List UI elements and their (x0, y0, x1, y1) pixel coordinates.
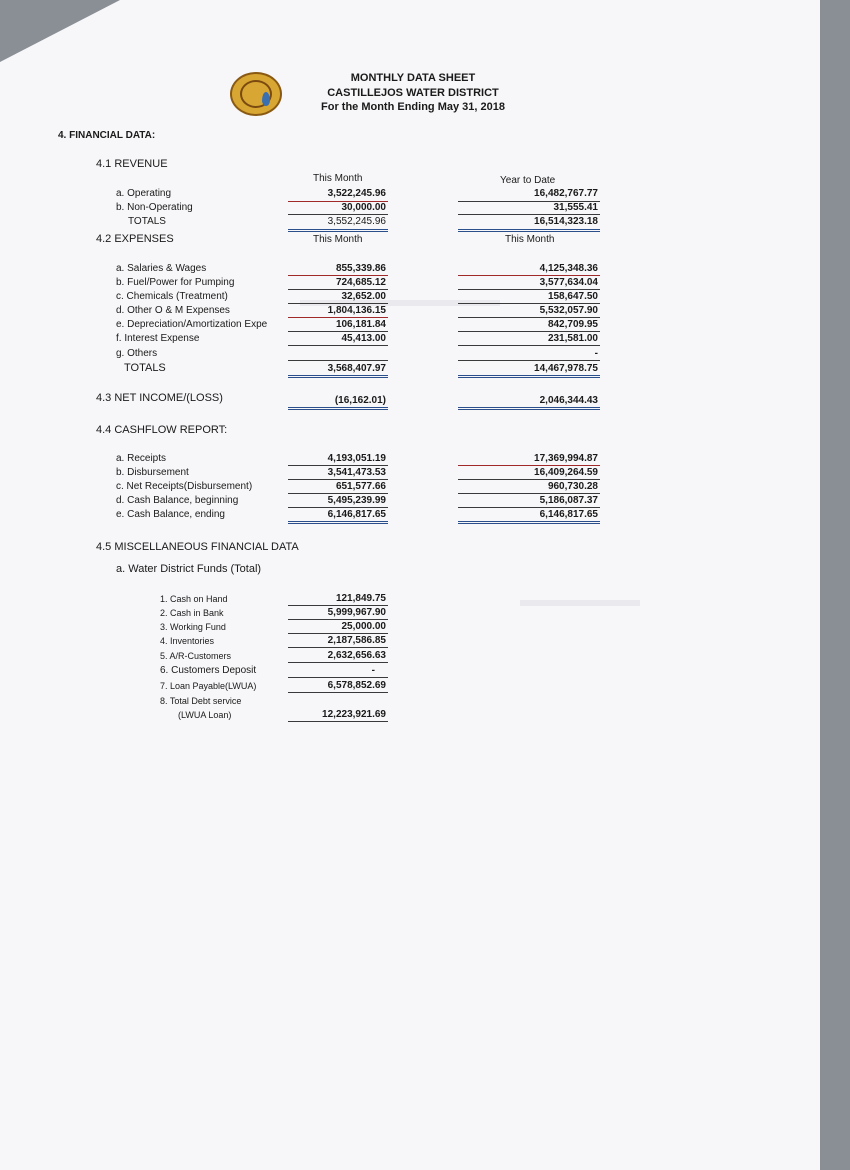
rule (288, 605, 388, 606)
rule (458, 289, 600, 290)
rule (288, 345, 388, 346)
fund-label: 4. Inventories (160, 636, 215, 646)
fund-value: 121,849.75 (335, 593, 386, 604)
net-income-heading: 4.3 NET INCOME/(LOSS) (96, 392, 223, 404)
expense-ytd: 158,647.50 (547, 291, 598, 302)
cashflow-label: a. Receipts (116, 453, 167, 464)
rule (288, 317, 388, 318)
rule (288, 465, 388, 466)
rule (288, 214, 388, 215)
cashflow-month: 5,495,239.99 (327, 495, 386, 506)
fund-value: - (371, 665, 375, 676)
rule (458, 479, 600, 480)
expense-label: d. Other O & M Expenses (116, 305, 230, 316)
rule (288, 633, 388, 634)
expense-ytd: 5,532,057.90 (539, 305, 598, 316)
net-income-month: (16,162.01) (334, 395, 386, 406)
expense-month: 724,685.12 (335, 277, 386, 288)
rule (288, 331, 388, 332)
expense-ytd: - (594, 348, 598, 359)
revenue-totals-label: TOTALS (128, 216, 166, 227)
rule (288, 289, 388, 290)
expenses-totals-label: TOTALS (124, 362, 166, 374)
fund-label: 5. A/R-Customers (160, 651, 232, 661)
rule (458, 493, 600, 494)
revenue-label: b. Non-Operating (116, 202, 193, 213)
this-month-header: This Month (313, 173, 363, 184)
rule (288, 303, 388, 304)
district-name: CASTILLEJOS WATER DISTRICT (327, 87, 499, 99)
double-rule (288, 407, 388, 410)
rule (458, 507, 600, 508)
revenue-totals-month: 3,552,245.96 (327, 216, 386, 227)
double-rule (288, 229, 388, 232)
revenue-heading: 4.1 REVENUE (96, 158, 168, 170)
year-to-date-header: Year to Date (500, 175, 556, 186)
rule (288, 647, 388, 648)
expense-label: g. Others (116, 348, 158, 359)
expense-ytd: 231,581.00 (547, 333, 598, 344)
rule (288, 677, 388, 678)
fund-value: 6,578,852.69 (327, 680, 386, 691)
rule (458, 317, 600, 318)
rule (288, 493, 388, 494)
expense-ytd: 842,709.95 (547, 319, 598, 330)
cashflow-label: c. Net Receipts(Disbursement) (116, 481, 253, 492)
cashflow-heading: 4.4 CASHFLOW REPORT: (96, 424, 228, 436)
district-seal-logo (230, 72, 282, 116)
rule (288, 507, 388, 508)
cashflow-label: d. Cash Balance, beginning (116, 495, 239, 506)
period-title: For the Month Ending May 31, 2018 (321, 101, 505, 113)
fund-value: 12,223,921.69 (322, 709, 386, 720)
water-district-funds-label: a. Water District Funds (Total) (116, 563, 262, 575)
this-month-header-2: This Month (505, 234, 555, 245)
rule (288, 479, 388, 480)
revenue-label: a. Operating (116, 188, 172, 199)
financial-data-heading: 4. FINANCIAL DATA: (58, 130, 156, 141)
cashflow-month: 6,146,817.65 (327, 509, 386, 520)
expense-label: b. Fuel/Power for Pumping (116, 277, 235, 288)
expense-month: 45,413.00 (341, 333, 386, 344)
revenue-ytd: 31,555.41 (553, 202, 598, 213)
expense-label: c. Chemicals (Treatment) (116, 291, 228, 302)
rule (288, 275, 388, 276)
rule (288, 619, 388, 620)
double-rule (458, 521, 600, 524)
expenses-totals-ytd: 14,467,978.75 (534, 363, 598, 374)
revenue-month: 3,522,245.96 (327, 188, 386, 199)
misc-heading: 4.5 MISCELLANEOUS FINANCIAL DATA (96, 541, 299, 553)
rule (288, 692, 388, 693)
cashflow-ytd: 6,146,817.65 (539, 509, 598, 520)
fund-label: 1. Cash on Hand (160, 594, 228, 604)
cashflow-ytd: 5,186,087.37 (539, 495, 598, 506)
expense-label: a. Salaries & Wages (116, 263, 207, 274)
expense-month: 106,181.84 (335, 319, 386, 330)
fund-label: 2. Cash in Bank (160, 608, 224, 618)
revenue-month: 30,000.00 (341, 202, 386, 213)
rule (288, 662, 388, 663)
net-income-ytd: 2,046,344.43 (539, 395, 598, 406)
rule (288, 721, 388, 722)
expense-label: e. Depreciation/Amortization Expe (116, 319, 268, 330)
revenue-ytd: 16,482,767.77 (534, 188, 598, 199)
expenses-totals-month: 3,568,407.97 (327, 363, 386, 374)
revenue-totals-ytd: 16,514,323.18 (534, 216, 598, 227)
expense-label: f. Interest Expense (116, 333, 200, 344)
cashflow-label: e. Cash Balance, ending (116, 509, 225, 520)
double-rule (458, 375, 600, 378)
rule (458, 303, 600, 304)
cashflow-ytd: 960,730.28 (547, 481, 598, 492)
cashflow-month: 4,193,051.19 (327, 453, 386, 464)
rule (458, 275, 600, 276)
fund-value: 5,999,967.90 (327, 607, 386, 618)
fund-label: 3. Working Fund (160, 622, 226, 632)
fund-label: 8. Total Debt service (160, 696, 242, 706)
rule (458, 360, 600, 361)
rule (458, 465, 600, 466)
rule (458, 345, 600, 346)
rule (458, 331, 600, 332)
fund-value: 2,632,656.63 (327, 650, 386, 661)
cashflow-label: b. Disbursement (116, 467, 189, 478)
rule (288, 360, 388, 361)
double-rule (288, 375, 388, 378)
sheet-title: MONTHLY DATA SHEET (350, 72, 476, 84)
fund-label: (LWUA Loan) (178, 710, 232, 720)
fund-value: 2,187,586.85 (327, 635, 386, 646)
expense-ytd: 3,577,634.04 (539, 277, 598, 288)
double-rule (288, 521, 388, 524)
expenses-heading: 4.2 EXPENSES (96, 233, 174, 245)
cashflow-ytd: 17,369,994.87 (534, 453, 598, 464)
expense-month: 32,652.00 (341, 291, 386, 302)
cashflow-month: 3,541,473.53 (327, 467, 386, 478)
expense-ytd: 4,125,348.36 (539, 263, 598, 274)
fund-label: 7. Loan Payable(LWUA) (160, 681, 257, 691)
double-rule (458, 229, 600, 232)
cashflow-ytd: 16,409,264.59 (534, 467, 598, 478)
show-through-mark (520, 600, 640, 606)
this-month-header: This Month (313, 234, 363, 245)
cashflow-month: 651,577.66 (335, 481, 386, 492)
rule (458, 214, 600, 215)
double-rule (458, 407, 600, 410)
fund-label: 6. Customers Deposit (160, 665, 257, 676)
fund-value: 25,000.00 (341, 621, 386, 632)
expense-month: 855,339.86 (335, 263, 386, 274)
expense-month: 1,804,136.15 (327, 305, 386, 316)
